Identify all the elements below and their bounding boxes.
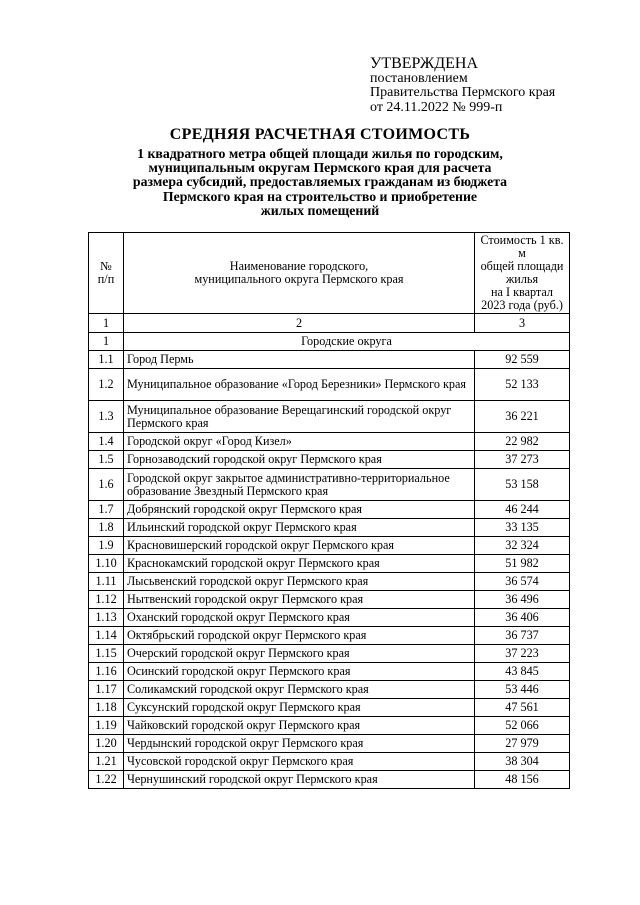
row-cost-value: 53 158 (475, 469, 570, 501)
header-number (89, 233, 124, 314)
row-district-name: Чусовской городской округ Пермского края (124, 753, 475, 771)
row-number: 1.4 (89, 433, 124, 451)
row-district-name: Октябрьский городской округ Пермского края (124, 627, 475, 645)
row-district-name: Очерский городской округ Пермского края (124, 645, 475, 663)
row-cost-value: 36 496 (475, 591, 570, 609)
row-district-name: Нытвенский городской округ Пермского края (124, 591, 475, 609)
row-district-name: Чернушинский городской округ Пермского края (124, 771, 475, 789)
document-title: СРЕДНЯЯ РАСЧЕТНАЯ СТОИМОСТЬ (169, 126, 471, 143)
header-cost (475, 233, 570, 314)
row-cost-value: 36 221 (475, 401, 570, 433)
row-cost-value: 38 304 (475, 753, 570, 771)
table-row (89, 717, 570, 735)
row-district-name: Суксунский городской округ Пермского края (124, 699, 475, 717)
row-cost-value: 46 244 (475, 501, 570, 519)
row-number: 1.14 (89, 627, 124, 645)
row-cost-value: 32 324 (475, 537, 570, 555)
table-row (89, 771, 570, 789)
table-row (89, 735, 570, 753)
approval-date: от 24.11.2022 № 999-п (370, 99, 503, 115)
table-row (89, 469, 570, 501)
table-row (89, 501, 570, 519)
row-district-name: Краснокамский городской округ Пермского края (124, 555, 475, 573)
row-district-name: Город Пермь (124, 351, 475, 369)
table-row (89, 433, 570, 451)
row-district-name: Соликамский городской округ Пермского края (124, 681, 475, 699)
row-number: 1.19 (89, 717, 124, 735)
row-number: 1.10 (89, 555, 124, 573)
table-row (89, 627, 570, 645)
subtitle-line: размера субсидий, предоставляемых гражданам из бюджета (132, 174, 508, 190)
column-number: 2 (124, 314, 475, 333)
row-district-name: Чердынский городской округ Пермского края (124, 735, 475, 753)
row-cost-value: 43 845 (475, 663, 570, 681)
column-number-row (89, 314, 570, 333)
row-district-name: Городской округ «Город Кизел» (124, 433, 475, 451)
table-row (89, 591, 570, 609)
approval-heading: УТВЕРЖДЕНА (370, 55, 479, 72)
row-district-name: Красновишерский городской округ Пермского края (124, 537, 475, 555)
document-subtitle (100, 147, 540, 218)
row-number: 1.21 (89, 753, 124, 771)
row-number: 1.9 (89, 537, 124, 555)
header-cost-line: общей площади (480, 259, 564, 273)
row-district-name: Оханский городской округ Пермского края (124, 609, 475, 627)
column-number: 1 (89, 314, 124, 333)
subtitle-line: муниципальным округам Пермского края для расчета (148, 160, 492, 176)
row-number: 1.11 (89, 573, 124, 591)
table-row (89, 451, 570, 469)
table-row (89, 351, 570, 369)
approval-stamp (370, 57, 555, 115)
row-number: 1.3 (89, 401, 124, 433)
header-number-abbr: п/п (97, 272, 115, 286)
group-label: Городские округа (124, 333, 570, 351)
header-cost-line: Стоимость 1 кв. м (480, 233, 564, 260)
group-number: 1 (89, 333, 124, 351)
table-row (89, 555, 570, 573)
table-row (89, 573, 570, 591)
subtitle-line: 1 квадратного метра общей площади жилья по городским, (137, 146, 503, 161)
header-name (124, 233, 475, 314)
row-cost-value: 22 982 (475, 433, 570, 451)
table-row (89, 663, 570, 681)
row-number: 1.7 (89, 501, 124, 519)
row-number: 1.13 (89, 609, 124, 627)
subtitle-line: Пермского края на строительство и приобретение (162, 188, 478, 204)
row-cost-value: 51 982 (475, 555, 570, 573)
row-number: 1.2 (89, 369, 124, 401)
row-district-name: Городской округ закрытое административно-территориальное образование Звездный Пермского края (124, 469, 475, 501)
header-cost-line: 2023 года (руб.) (481, 298, 563, 312)
header-number-sign: № (100, 259, 112, 273)
row-number: 1.18 (89, 699, 124, 717)
table-header-row (89, 233, 570, 314)
row-number: 1.1 (89, 351, 124, 369)
row-district-name: Муниципальное образование Верещагинский городской округ Пермского края (124, 401, 475, 433)
row-number: 1.20 (89, 735, 124, 753)
row-cost-value: 37 223 (475, 645, 570, 663)
table-row (89, 609, 570, 627)
table-row (89, 699, 570, 717)
row-district-name: Добрянский городской округ Пермского края (124, 501, 475, 519)
group-row (89, 333, 570, 351)
table-row (89, 681, 570, 699)
row-cost-value: 53 446 (475, 681, 570, 699)
row-district-name: Чайковский городской округ Пермского края (124, 717, 475, 735)
row-district-name: Осинский городской округ Пермского края (124, 663, 475, 681)
row-cost-value: 52 133 (475, 369, 570, 401)
row-number: 1.5 (89, 451, 124, 469)
row-district-name: Ильинский городской округ Пермского края (124, 519, 475, 537)
row-number: 1.12 (89, 591, 124, 609)
row-number: 1.6 (89, 469, 124, 501)
row-cost-value: 37 273 (475, 451, 570, 469)
row-number: 1.16 (89, 663, 124, 681)
row-cost-value: 52 066 (475, 717, 570, 735)
row-number: 1.22 (89, 771, 124, 789)
row-cost-value: 36 574 (475, 573, 570, 591)
table-row (89, 401, 570, 433)
row-cost-value: 92 559 (475, 351, 570, 369)
row-district-name: Горнозаводский городской округ Пермского края (124, 451, 475, 469)
column-number: 3 (475, 314, 570, 333)
header-cost-line: жилья (505, 272, 539, 286)
row-cost-value: 47 561 (475, 699, 570, 717)
row-cost-value: 33 135 (475, 519, 570, 537)
header-name-line: муниципального округа Пермского края (194, 272, 404, 286)
table-row (89, 369, 570, 401)
cost-table (88, 232, 570, 789)
header-cost-line: на I квартал (490, 285, 553, 299)
row-cost-value: 36 406 (475, 609, 570, 627)
table-row (89, 519, 570, 537)
row-number: 1.17 (89, 681, 124, 699)
row-number: 1.15 (89, 645, 124, 663)
row-district-name: Лысьвенский городской округ Пермского края (124, 573, 475, 591)
approval-line: постановлением (370, 70, 468, 86)
approval-line: Правительства Пермского края (370, 85, 556, 100)
table-row (89, 537, 570, 555)
header-name-line: Наименование городского, (229, 259, 369, 273)
row-cost-value: 27 979 (475, 735, 570, 753)
row-number: 1.8 (89, 519, 124, 537)
table-row (89, 645, 570, 663)
table-row (89, 753, 570, 771)
row-district-name: Муниципальное образование «Город Березники» Пермского края (124, 369, 475, 401)
subtitle-line: жилых помещений (260, 202, 380, 218)
row-cost-value: 48 156 (475, 771, 570, 789)
row-cost-value: 36 737 (475, 627, 570, 645)
